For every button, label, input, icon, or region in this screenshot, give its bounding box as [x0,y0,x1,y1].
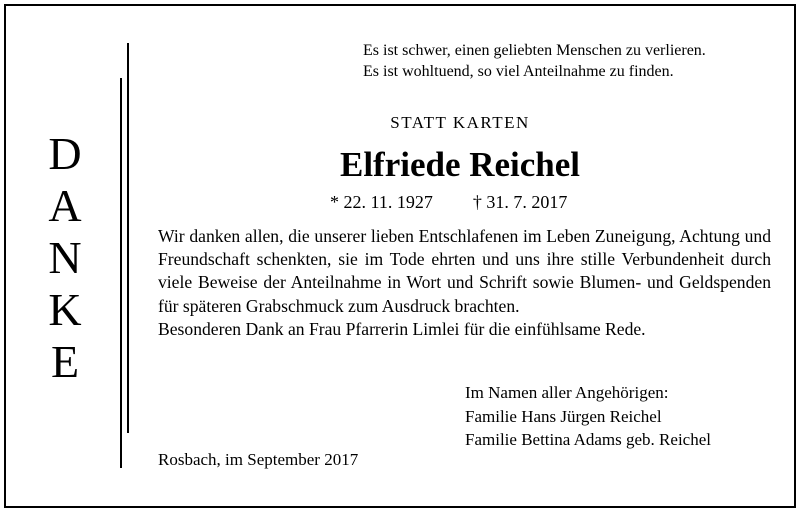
signature-block [465,381,711,452]
life-dates [330,191,567,213]
place-date: Rosbach, im September 2017 [158,450,359,469]
thanks-paragraph: Wir danken allen, die unserer lieben Entschlafenen im Leben Zuneigung, Achtung und Freundschaft schenkten, sie im Tode ehrten und uns ihre stille Verbundenheit durch viele Beweise der Anteilnahme in Wort und Schrift sowie Blumen- und Geldspenden für späteren Grabschmuck zum Ausdruck brachten. [158,226,771,316]
motto-quote [363,40,706,82]
thanks-text [158,225,771,341]
motto-line: Es ist schwer, einen geliebten Menschen zu verlieren. [363,42,706,59]
motto-line: Es ist wohltuend, so viel Anteilnahme zu finden. [363,63,674,80]
side-letter: E [50,336,80,387]
side-letter: D [48,128,82,179]
signature-line: Familie Bettina Adams geb. Reichel [465,430,711,449]
death-date: † 31. 7. 2017 [472,192,568,212]
side-word-danke [30,128,100,388]
birth-date: * 22. 11. 1927 [330,192,433,212]
side-letter: N [48,232,82,283]
deceased-name: Elfriede Reichel [339,145,581,184]
thanks-paragraph-pastor: Besonderen Dank an Frau Pfarrerin Limlei für die einfühlsame Rede. [158,318,646,339]
vertical-rule-right [127,43,129,433]
signature-line: Im Namen aller Angehörigen: [465,383,669,402]
statt-karten-heading: STATT KARTEN [390,113,530,132]
side-letter: A [48,180,82,231]
signature-line: Familie Hans Jürgen Reichel [465,406,662,426]
side-letter: K [48,284,82,335]
vertical-rule-left [120,78,122,468]
